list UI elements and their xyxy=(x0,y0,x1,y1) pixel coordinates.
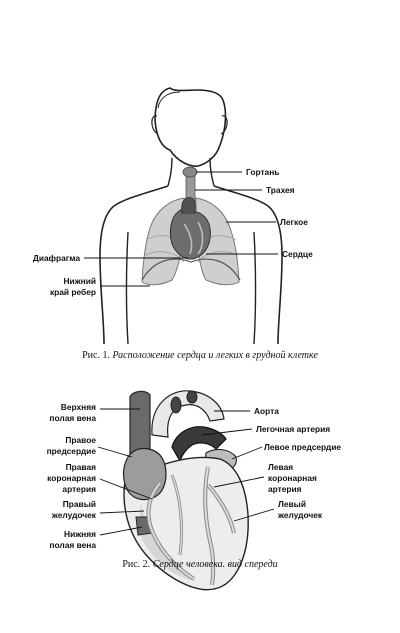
label-ivc-line2: полая вена xyxy=(49,540,96,550)
label-svc-line1: Верхняя xyxy=(60,402,96,412)
label-diaphragm: Диафрагма xyxy=(32,253,80,263)
figure-1-caption-number: Рис. 1. xyxy=(82,350,110,361)
figure-1-caption xyxy=(0,350,400,361)
label-trachea: Трахея xyxy=(266,185,295,195)
label-rca-line1: Правая xyxy=(65,462,96,472)
label-aorta: Аорта xyxy=(254,406,279,416)
label-lca-line3: артерия xyxy=(268,484,302,494)
figure-1-caption-text: Расположение сердца и легких в грудной клетке xyxy=(112,350,318,361)
superior-vena-cava xyxy=(130,391,150,457)
label-svc-line2: полая вена xyxy=(49,413,96,423)
figure-2-caption xyxy=(0,559,400,570)
label-lca-line1: Левая xyxy=(268,462,294,472)
label-lca-line2: коронарная xyxy=(268,473,317,483)
label-larynx: Гортань xyxy=(246,167,280,177)
figure-2-caption-text: Сердце человека. вид спереди xyxy=(152,559,278,570)
label-rv-line2: желудочек xyxy=(51,510,96,520)
label-rca-line2: коронарная xyxy=(47,473,96,483)
label-ra-line1: Правое xyxy=(65,435,96,445)
label-rv-line1: Правый xyxy=(62,499,96,509)
label-left-atrium: Левое предсердие xyxy=(264,442,342,452)
figure-2 xyxy=(0,375,400,633)
label-ribs-line2: край ребер xyxy=(49,287,96,297)
label-ribs-line1: Нижний xyxy=(63,276,96,286)
label-ra-line2: предсердие xyxy=(46,446,96,456)
label-ivc-line1: Нижняя xyxy=(64,529,96,539)
label-lung: Легкое xyxy=(280,217,308,227)
label-heart: Сердце xyxy=(282,249,313,259)
larynx xyxy=(183,167,197,177)
figure-2-caption-number: Рис. 2. xyxy=(122,559,151,570)
label-lv-line1: Левый xyxy=(278,499,306,509)
label-rca-line3: артерия xyxy=(62,484,96,494)
head-outline xyxy=(155,88,225,166)
label-lv-line2: желудочек xyxy=(278,510,323,520)
label-pulmonary-artery: Легочная артерия xyxy=(256,424,331,434)
